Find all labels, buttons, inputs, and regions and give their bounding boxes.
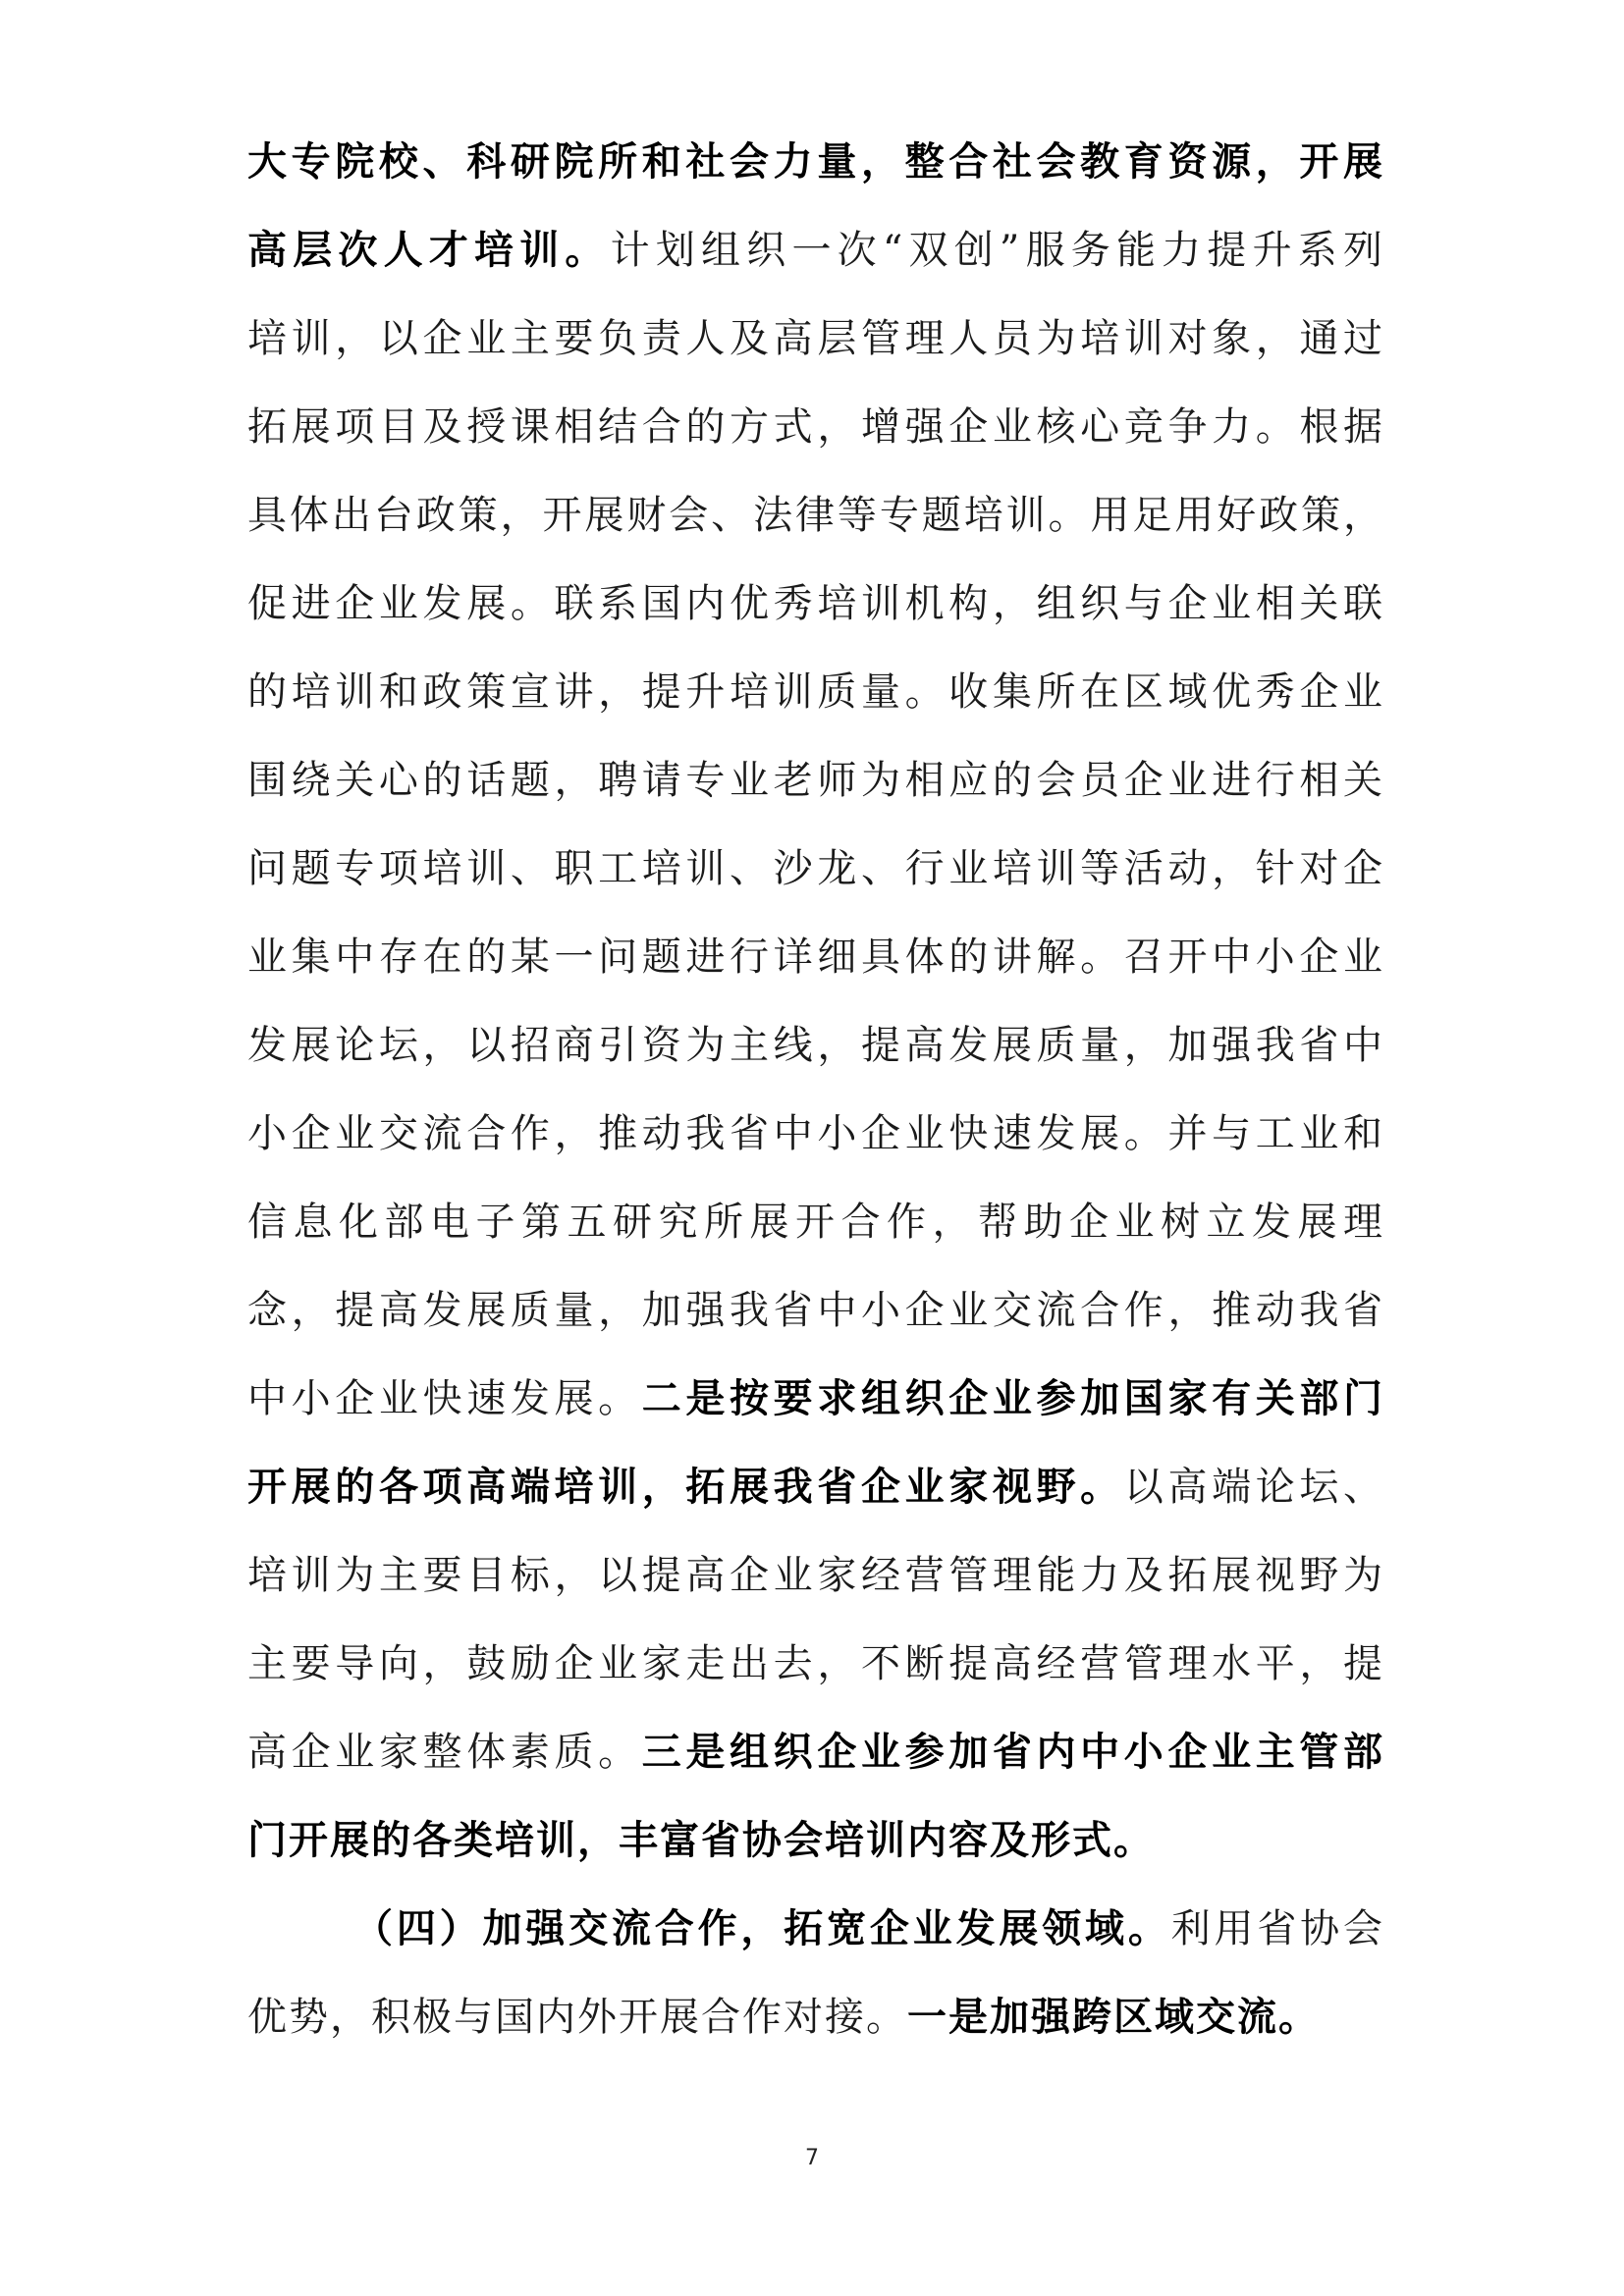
text-segment: 培训，以企业主要负责人及高层管理人员为培训对象，通过: [247, 316, 1384, 361]
bold-text-segment: 二是按要求组织企业参加国家有关部门: [641, 1375, 1384, 1421]
text-segment: 利用省协会: [1170, 1906, 1384, 1951]
text-segment: 业集中存在的某一问题进行详细具体的讲解。召开中小企业: [247, 934, 1384, 980]
text-segment: 信息化部电子第五研究所展开合作，帮助企业树立发展理: [247, 1200, 1384, 1245]
text-line: [247, 118, 1384, 206]
bold-text-segment: 开展的各项高端培训，拓展我省企业家视野。: [247, 1464, 1124, 1510]
page-number: 7: [805, 2146, 819, 2170]
bold-text-segment: 门开展的各类培训，丰富省协会培训内容及形式。: [247, 1817, 1155, 1863]
text-line: [247, 1178, 1384, 1266]
text-line: [247, 1796, 1384, 1885]
text-segment: 发展论坛，以招商引资为主线，提高发展质量，加强我省中: [247, 1023, 1384, 1068]
text-segment: 主要导向，鼓励企业家走出去，不断提高经营管理水平，提: [247, 1641, 1384, 1686]
bold-text-segment: （四）加强交流合作，拓宽企业发展领域。: [353, 1905, 1171, 1951]
text-segment: 的培训和政策宣讲，提升培训质量。收集所在区域优秀企业: [247, 669, 1384, 715]
text-line: [247, 1266, 1384, 1355]
text-line: [247, 1620, 1384, 1708]
text-segment: 拓展项目及授课相结合的方式，增强企业核心竞争力。根据: [247, 404, 1384, 450]
text-segment: 以高端论坛、: [1123, 1465, 1384, 1510]
text-line: [247, 1090, 1384, 1178]
text-line: [247, 471, 1384, 560]
text-segment: 围绕关心的话题，聘请专业老师为相应的会员企业进行相关: [247, 758, 1384, 803]
text-segment: 培训为主要目标，以提高企业家经营管理能力及拓展视野为: [247, 1553, 1384, 1598]
text-line: [247, 913, 1384, 1001]
text-line: [353, 1885, 1384, 1973]
text-segment: 小企业交流合作，推动我省中小企业快速发展。并与工业和: [247, 1111, 1384, 1156]
text-line: [247, 294, 1384, 383]
bold-text-segment: 高层次人才培训。: [247, 227, 611, 273]
text-line: [247, 825, 1384, 913]
text-segment: 优势，积极与国内外开展合作对接。: [247, 1995, 907, 2040]
text-line: [247, 1973, 1384, 2061]
text-segment: 计划组织一次“双创”服务能力提升系列: [610, 228, 1384, 273]
text-segment: 问题专项培训、职工培训、沙龙、行业培训等活动，针对企: [247, 846, 1384, 891]
text-line: [247, 1531, 1384, 1620]
text-line: [247, 383, 1384, 471]
text-line: [247, 1708, 1384, 1796]
bold-text-segment: 大专院校、科研院所和社会力量，整合社会教育资源，开展: [247, 138, 1384, 185]
text-line: [247, 1001, 1384, 1090]
text-line: [247, 1355, 1384, 1443]
text-segment: 念，提高发展质量，加强我省中小企业交流合作，推动我省: [247, 1288, 1384, 1333]
text-line: [247, 648, 1384, 736]
text-segment: 促进企业发展。联系国内优秀培训机构，组织与企业相关联: [247, 581, 1384, 626]
bold-text-segment: 一是加强跨区域交流。: [907, 1994, 1320, 2040]
text-line: [247, 560, 1384, 648]
text-segment: 高企业家整体素质。: [247, 1730, 642, 1775]
text-line: [247, 1443, 1384, 1531]
bold-text-segment: 三是组织企业参加省内中小企业主管部: [641, 1729, 1384, 1775]
text-segment: 具体出台政策，开展财会、法律等专题培训。用足用好政策，: [247, 493, 1384, 538]
text-segment: 中小企业快速发展。: [247, 1376, 642, 1421]
text-line: [247, 736, 1384, 825]
text-line: [247, 206, 1384, 294]
